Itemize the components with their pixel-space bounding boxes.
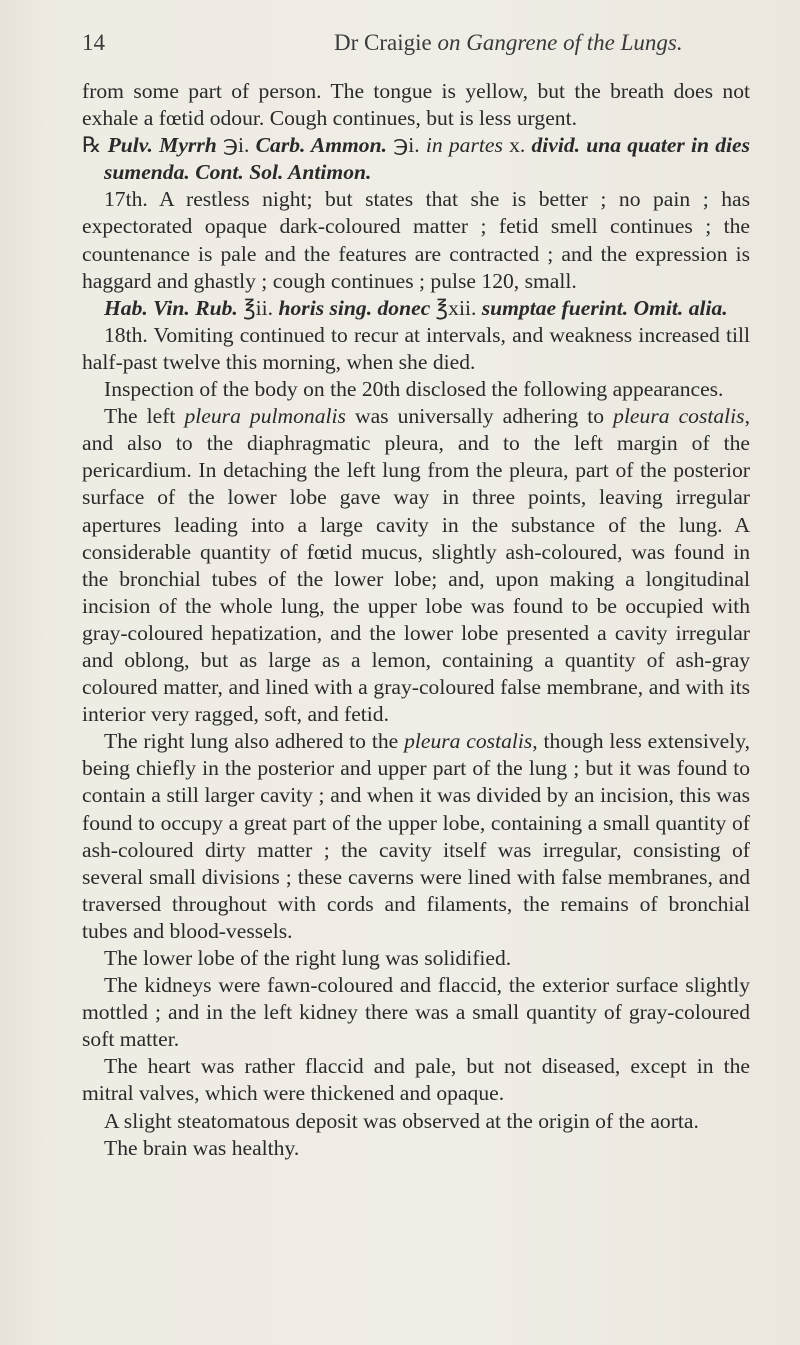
prescription-1: ℞ Pulv. Myrrh ℈i. Carb. Ammon. ℈i. in partes x. divid. una quater in dies sumenda. Cont. Sol. Antimon. xyxy=(82,133,751,185)
running-title-author: Dr Craigie xyxy=(334,30,432,55)
prescription-2: Hab. Vin. Rub. ℥ii. horis sing. donec ℥xii. sumptae fuerint. Omit. alia. xyxy=(104,295,728,320)
paragraph-left-lung: The left pleura pulmonalis was universally adhering to pleura costalis, and also to the diaphragmatic pleura, and to the left margin of the pericardium. In detaching the left lung from the pleura, part of the posterior surface of the lower lobe gave way in three points, leaving irregular apertures leading into a large cavity in the substance of the lung. A considerable quantity of fœtid mucus, slightly ash-coloured, was found in the bronchial tubes of the lower lobe; and, upon making a longitudinal incision of the whole lung, the upper lobe was found to be occupied with gray-coloured hepatization, and the lower lobe presented a cavity irregular and oblong, but as large as a lemon, containing a quantity of ash-gray coloured matter, and lined with a gray-coloured false membrane, and with its interior very ragged, soft, and fetid. xyxy=(82,404,750,727)
recipe-symbol: ℞ xyxy=(82,133,102,158)
paragraph-17th: 17th. A restless night; but states that she is better ; no pain ; has expectorated opaque dark-coloured matter ; fetid smell continues ; the countenance is pale and the features are contracted ; and the expression is haggard and ghastly ; cough continues ; pulse 120, small. xyxy=(82,187,750,293)
running-title xyxy=(334,30,683,56)
body-text xyxy=(82,78,750,1162)
paragraph-heart: The heart was rather flaccid and pale, but not diseased, except in the mitral valves, which were thickened and opaque. xyxy=(82,1054,750,1106)
running-header xyxy=(82,30,752,64)
paragraph-lower-lobe: The lower lobe of the right lung was solidified. xyxy=(104,946,512,970)
paragraph-right-lung: The right lung also adhered to the pleura costalis, though less extensively, being chiefly in the posterior and upper part of the lung ; but it was found to contain a still larger cavity ; and when it was divided by an incision, this was found to occupy a great part of the upper lobe, containing a small quantity of ash-coloured dirty matter ; the cavity itself was irregular, consisting of several small divisions ; these caverns were lined with false membranes, and traversed throughout with cords and filaments, the remains of bronchial tubes and blood-vessels. xyxy=(82,729,750,943)
paragraph-inspection: Inspection of the body on the 20th disclosed the following appearances. xyxy=(104,377,724,402)
paragraph-1: from some part of person. The tongue is yellow, but the breath does not exhale a fœtid odour. Cough continues, but is less urgent. xyxy=(82,79,750,131)
paragraph-18th: 18th. Vomiting continued to recur at intervals, and weakness increased till half-past twelve this morning, when she died. xyxy=(82,322,750,374)
paragraph-kidneys: The kidneys were fawn-coloured and flaccid, the exterior surface slightly mottled ; and in the left kidney there was a small quantity of gray-coloured soft matter. xyxy=(82,973,750,1052)
page-number: 14 xyxy=(82,30,105,55)
paragraph-brain: The brain was healthy. xyxy=(104,1135,300,1160)
running-title-italic: on Gangrene of the Lungs. xyxy=(437,30,683,55)
paragraph-aorta: A slight steatomatous deposit was observed at the origin of the aorta. xyxy=(104,1108,699,1133)
